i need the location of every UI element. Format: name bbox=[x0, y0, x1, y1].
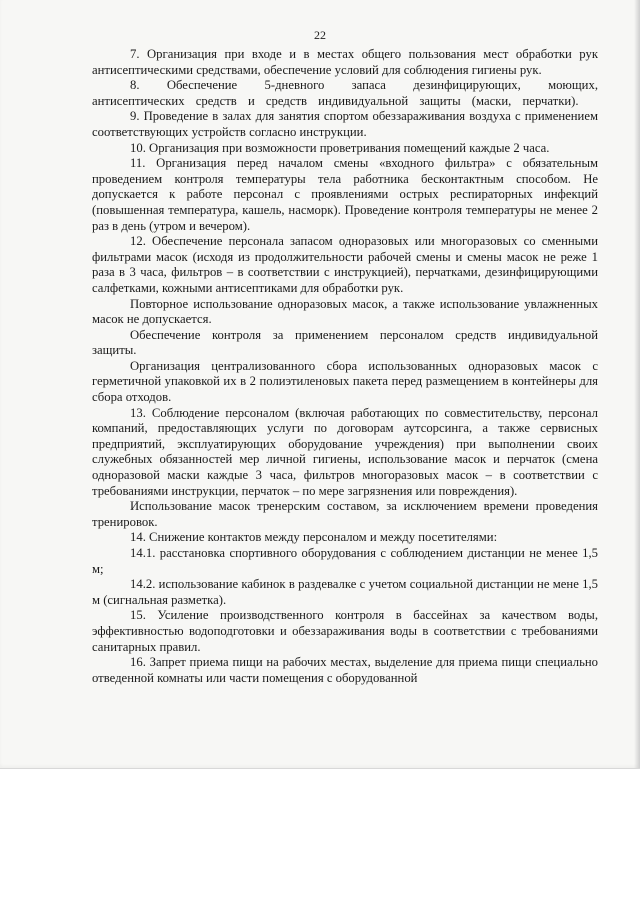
paragraph-item-14-1: 14.1. расстановка спортивного оборудования с соблюдением дистанции не менее 1,5 м; bbox=[92, 546, 598, 576]
paragraph-trainer-masks: Использование масок тренерским составом, за исключением времени проведения тренировок. bbox=[92, 499, 598, 529]
paragraph-mask-reuse: Повторное использование одноразовых масок, а также использование увлажненных масок не допускается. bbox=[92, 296, 598, 327]
page-number: 22 bbox=[314, 28, 326, 42]
paragraph-item-15: 15. Усиление производственного контроля в бассейнах за качеством воды, эффективностью водоподготовки и обеззараживания воды в соответствии с требованиями санитарных правил. bbox=[92, 608, 598, 654]
paragraph-item-7: 7. Организация при входе и в местах общего пользования мест обработки рук антисептическими средствами, обеспечение условий для соблюдения гигиены рук. bbox=[92, 47, 598, 77]
paragraph-item-14-2: 14.2. использование кабинок в раздевалке с учетом социальной дистанции не мене 1,5 м (сигнальная разметка). bbox=[92, 577, 598, 607]
paragraph-item-10: 10. Организация при возможности проветривания помещений каждые 2 часа. bbox=[130, 140, 550, 155]
paragraph-item-12: 12. Обеспечение персонала запасом одноразовых или многоразовых со сменными фильтрами масок (исходя из продолжительности рабочей смены и смены масок не реже 1 раза в 3 часа, фильтров – в соответствии с инструкцией), перчатками, дезинфицирующими салфетками, кожными антисептиками для обработки рук. bbox=[92, 234, 598, 295]
document-body bbox=[92, 47, 598, 686]
paragraph-item-14: 14. Снижение контактов между персоналом и между посетителями: bbox=[130, 530, 498, 545]
paragraph-mask-collection: Организация централизованного сбора использованных одноразовых масок с герметичной упаковкой их в 2 полиэтиленовых пакета перед размещением в контейнеры для сбора отходов. bbox=[92, 358, 598, 405]
paragraph-ppe-control: Обеспечение контроля за применением персоналом средств индивидуальной защиты. bbox=[92, 327, 598, 358]
paragraph-item-16: 16. Запрет приема пищи на рабочих местах, выделение для приема пищи специально отведенной комнаты или части помещения с оборудованной bbox=[92, 655, 598, 685]
paragraph-item-9: 9. Проведение в залах для занятия спортом обеззараживания воздуха с применением соответствующих устройств согласно инструкции. bbox=[92, 109, 598, 139]
page-edge-shadow bbox=[634, 0, 640, 768]
paragraph-item-11: 11. Организация перед началом смены «входного фильтра» с обязательным проведением контроля температуры тела работника бесконтактным способом. Не допускается к работе персонал с проявлениями острых респираторных инфекций (повышенная температура, кашель, насморк). Проведение контроля температуры не менее 2 раз в день (утром и вечером). bbox=[92, 156, 598, 233]
paragraph-item-13: 13. Соблюдение персоналом (включая работающих по совместительству, персонал компаний, предоставляющих услуги по договорам аутсорсинга, а также сервисных предприятий, эксплуатирующих оборудование учреждения) при выполнении своих служебных обязанностей мер личной гигиены, использование масок и перчаток (смена одноразовой маски каждые 3 часа, фильтров многоразовых масок – в соответствии с требованиями инструкции, перчаток – по мере загрязнения или повреждения). bbox=[92, 405, 598, 498]
paragraph-item-8: 8. Обеспечение 5-дневного запаса дезинфицирующих, моющих, антисептических средств и средств индивидуальной защиты (маски, перчатки). bbox=[92, 78, 598, 108]
